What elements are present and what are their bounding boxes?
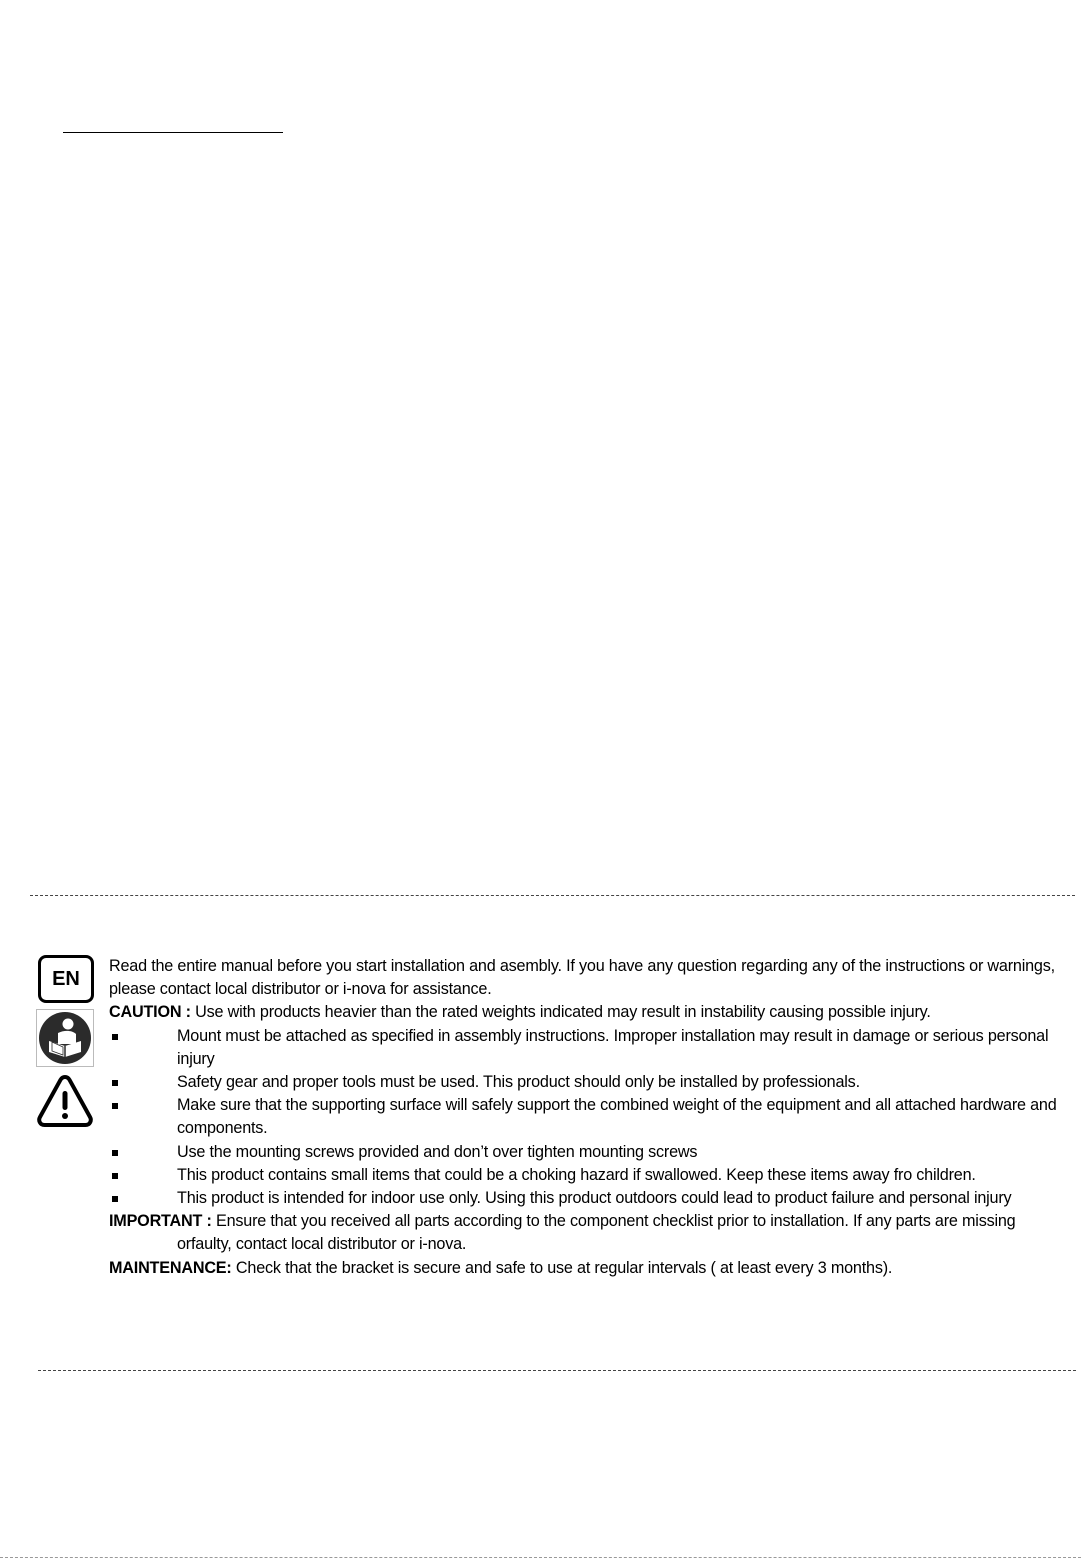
important-label: IMPORTANT : (109, 1212, 212, 1231)
maintenance-label: MAINTENANCE: (109, 1258, 232, 1277)
caution-paragraph (109, 1001, 1059, 1024)
caution-label: CAUTION : (109, 1003, 191, 1022)
safety-icons (36, 955, 100, 1131)
list-item: Use the mounting screws provided and don’t over tighten mounting screws (109, 1141, 1059, 1164)
list-item: Make sure that the supporting surface will safely support the combined weight of the equipment and all attached hardware and components. (109, 1094, 1059, 1140)
page-bottom-edge (0, 1557, 1081, 1558)
safety-instructions (109, 955, 1059, 1280)
maintenance-paragraph (109, 1257, 1059, 1280)
caution-text: Use with products heavier than the rated weights indicated may result in instability causing possible injury. (190, 1003, 931, 1022)
read-manual-icon (36, 1009, 94, 1067)
bullet-icon (112, 1150, 118, 1156)
bullet-icon (112, 1173, 118, 1179)
safety-bullet-list (109, 1025, 1059, 1211)
bullet-icon (112, 1080, 118, 1086)
language-badge: EN (38, 955, 94, 1003)
list-item: This product is intended for indoor use only. Using this product outdoors could lead to product failure and personal injury (109, 1187, 1059, 1210)
bullet-icon (112, 1103, 118, 1109)
important-paragraph (109, 1210, 1059, 1256)
list-item: Safety gear and proper tools must be used. This product should only be installed by professionals. (109, 1071, 1059, 1094)
bullet-icon (112, 1196, 118, 1202)
cut-line-top (30, 895, 1075, 896)
cut-line-bottom (38, 1370, 1076, 1371)
header-underline (63, 132, 283, 133)
maintenance-text: Check that the bracket is secure and safe to use at regular intervals ( at least every 3 months). (231, 1258, 893, 1277)
important-text: Ensure that you received all parts according to the component checklist prior to installation. If any parts are missing orfaulty, contact local distributor or i-nova. (177, 1212, 1016, 1254)
list-item: Mount must be attached as specified in assembly instructions. Improper installation may result in damage or serious personal injury (109, 1025, 1059, 1071)
list-item: This product contains small items that could be a choking hazard if swallowed. Keep these items away fro children. (109, 1164, 1059, 1187)
warning-icon (35, 1071, 95, 1131)
intro-paragraph: Read the entire manual before you start installation and asembly. If you have any question regarding any of the instructions or warnings, please contact local distributor or i-nova for assistance. (109, 957, 1055, 999)
bullet-icon (112, 1034, 118, 1040)
